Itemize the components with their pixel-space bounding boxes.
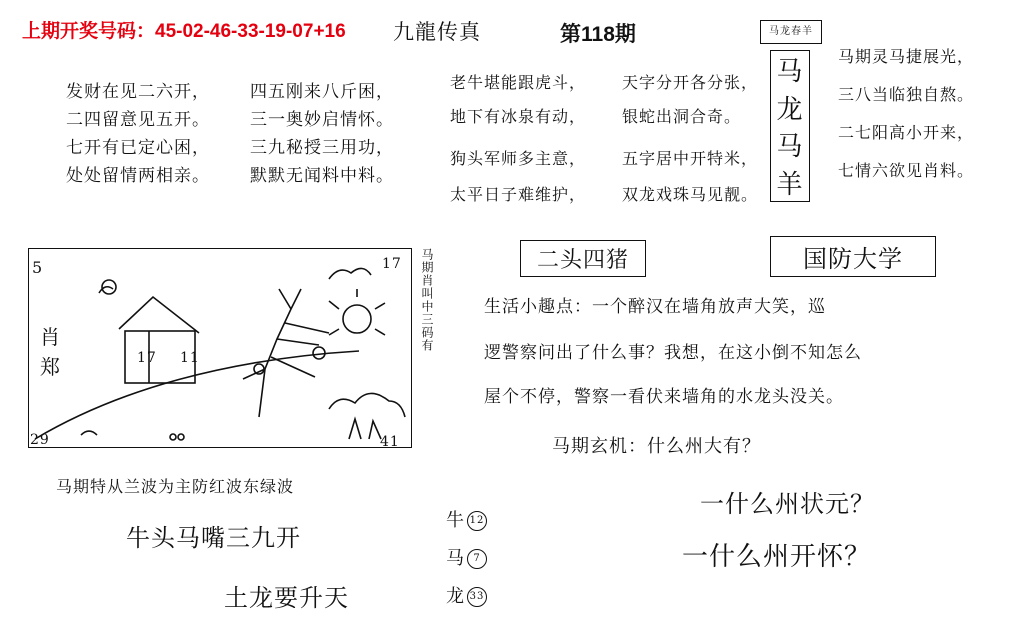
poem-line: 天字分开各分张， [622,73,759,92]
seal-char: 马 [776,57,804,88]
poem-line: 七开有已定心困， [66,138,210,158]
story-line: 生活小趣点：一个醉汉在墙角放声大笑，巡 [484,297,826,317]
poem-line: 处处留情两相亲。 [66,166,210,186]
poem-line: 默默无闻料中料。 [250,166,394,186]
picture-corner-number: 5 [32,258,44,277]
picture-corner-number: 17 [382,256,402,272]
seal-char: 龙 [776,94,804,125]
riddle-answer: 一什么州状元？ [700,490,875,518]
brand-title: 九龍传真 [393,20,481,44]
previous-draw-result: 上期开奖号码：45-02-46-33-19-07+16 [22,21,346,42]
poem-line: 发财在见二六开， [66,82,210,102]
sketch-drawing [29,249,411,447]
sketch-picture-frame [28,248,412,448]
story-line: 逻警察问出了什么事？我想，在这小倒不知怎么 [484,343,862,363]
poem-line: 老牛堪能跟虎斗， [450,73,587,92]
picture-corner-number: 41 [380,434,400,450]
flower-sketch [343,305,371,333]
zodiac-label: 肖郑 [40,325,61,379]
poem-line: 四五刚来八斤困， [250,82,394,102]
circled-pick [446,544,487,570]
picture-caption: 马期特从兰波为主防红波东绿波 [56,477,295,496]
poem-line: 三八当临独自熬。 [838,85,975,104]
poem-line: 地下有冰泉有动， [450,107,587,126]
house-number: 17 [137,350,157,366]
verse-line: 牛头马嘴三九开 [126,524,301,552]
circled-pick [446,582,487,608]
poem-line: 二四留意见五开。 [66,110,210,130]
poem-line: 马期灵马捷展光， [838,47,975,66]
poem-column-2 [250,78,394,190]
poem-line: 太平日子难维护， [450,185,587,204]
seal-box [770,50,810,202]
seal-char: 马 [776,132,804,163]
pick-zodiac: 马 [446,548,465,569]
picture-corner-number: 29 [30,432,50,448]
boxed-label: 二头四猪 [520,240,646,277]
tree-trunk [259,289,301,417]
story-line: 屋个不停，警察一看伏来墙角的水龙头没关。 [484,387,844,407]
zodiac-seal [760,20,820,200]
poem-line: 二七阳高小开来， [838,123,975,142]
circled-pick [446,506,487,532]
poem-column-1 [66,78,210,190]
house-number: 11 [180,350,200,366]
picture-side-text: 马期肖叫中三码有 [420,248,434,352]
poem-line: 五字居中开特米， [622,149,759,168]
pick-number: 7 [467,549,487,569]
issue-number: 第118期 [560,23,636,46]
riddle-question: 马期玄机：什么州大有？ [552,436,761,457]
poem-line: 双龙戏珠马见靓。 [622,185,759,204]
house-roof [119,297,199,333]
riddle-answer: 一什么州开怀？ [682,542,872,572]
poem-line: 银蛇出洞合奇。 [622,107,742,126]
pick-number: 33 [467,587,487,607]
poem-column-3 [450,70,790,220]
seal-char: 羊 [776,169,804,200]
grass-sketch [329,393,405,417]
poem-line: 三一奥妙启情怀。 [250,110,394,130]
poem-line: 七情六欲见肖料。 [838,161,975,180]
boxed-label: 国防大学 [770,236,936,277]
pick-zodiac: 牛 [446,510,465,531]
poem-line: 三九秘授三用功， [250,138,394,158]
pick-number: 12 [467,511,487,531]
seal-cap-label: 马龙春羊 [760,20,822,44]
poem-line: 狗头军师多主意， [450,149,587,168]
verse-line: 土龙要升天 [224,584,349,612]
poem-column-4 [838,38,974,190]
pick-zodiac: 龙 [446,586,465,607]
